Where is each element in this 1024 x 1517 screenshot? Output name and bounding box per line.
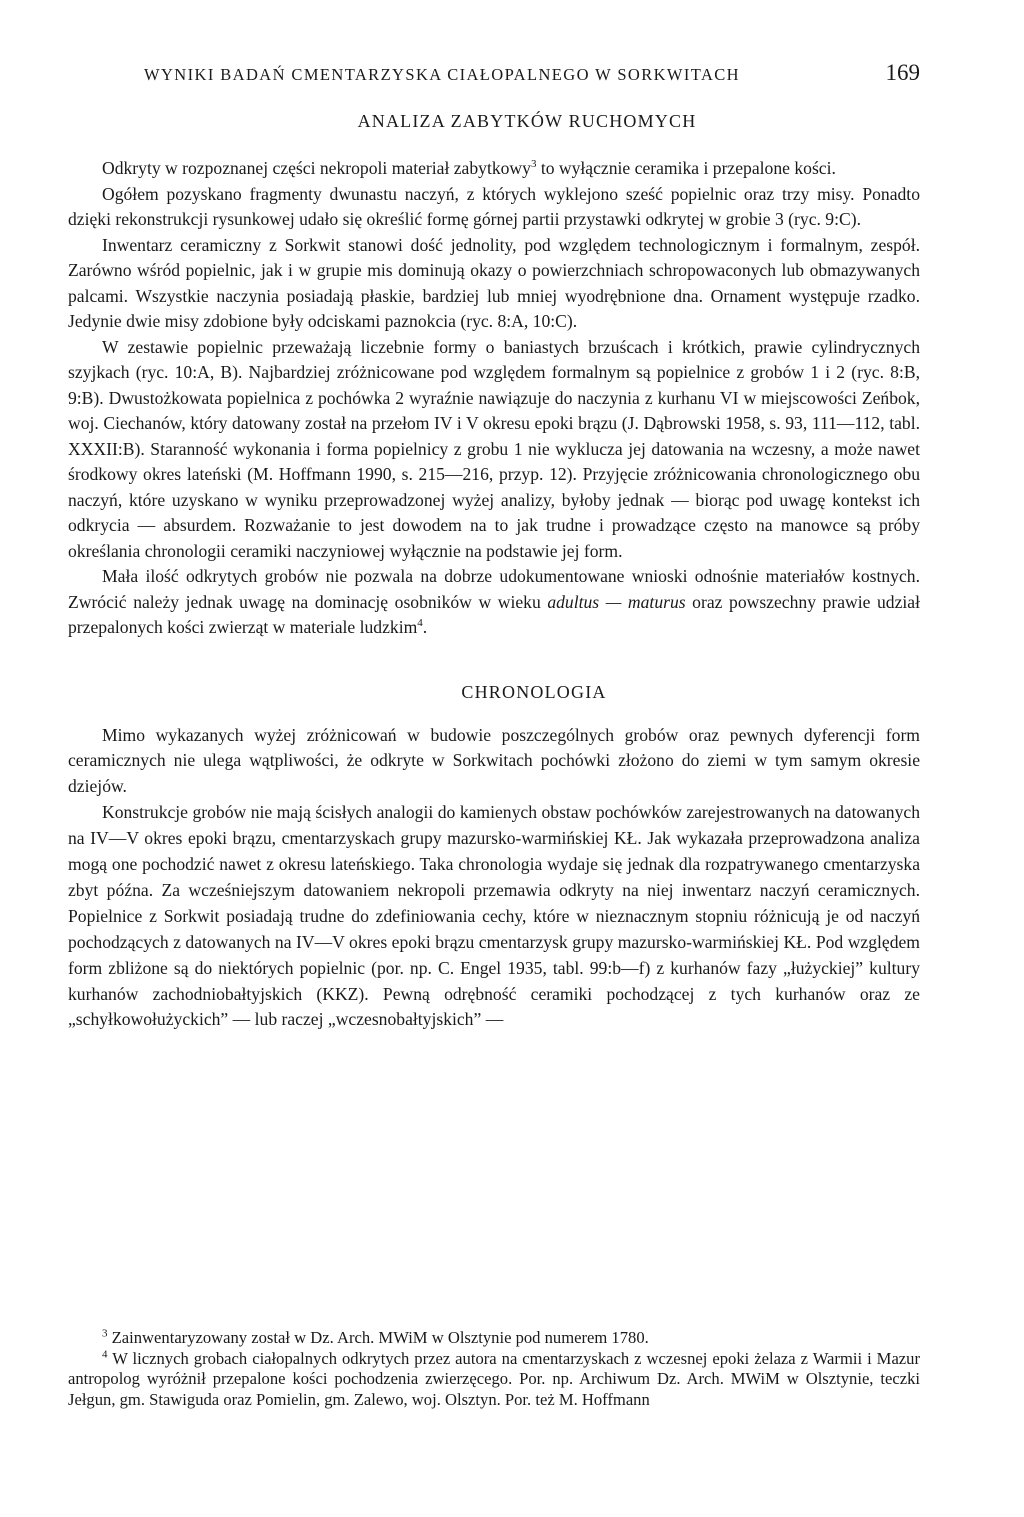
footnote-number: 3 <box>102 1327 108 1340</box>
footnote-ref-3: 3 <box>530 158 537 171</box>
analiza-section <box>68 156 920 641</box>
chronologia-section <box>68 723 920 1034</box>
paragraph: Mimo wykazanych wyżej zróżnicowań w budowie poszczególnych grobów oraz pewnych dyferencji form ceramicznych nie ulega wątpliwości, że odkryte w Sorkwitach pochówki złożono do ziemi w tym samym okresie dziejów. <box>68 724 920 797</box>
body-text <box>68 106 920 1033</box>
footnote-number: 4 <box>102 1347 108 1360</box>
page-number: 169 <box>885 60 920 85</box>
paragraph-text: oraz powszechny prawie udział przepalonych kości zwierząt w materiale ludzkim <box>68 591 920 637</box>
section-heading-chronologia: CHRONOLOGIA <box>461 681 607 702</box>
running-title: WYNIKI BADAŃ CMENTARZYSKA CIAŁOPALNEGO W SORKWITACH <box>144 65 740 84</box>
footnote <box>68 1349 920 1411</box>
italic-term: adultus — maturus <box>547 591 686 612</box>
paragraph-text: Mała ilość odkrytych grobów nie pozwala na dobrze udokumentowane wnioski odnośnie materiałów kostnych. Zwrócić należy jednak uwagę na dominację osobników w wieku <box>68 566 920 612</box>
footnote-ref-4: 4 <box>417 617 423 630</box>
footnote-text: Zainwentaryzowany został w Dz. Arch. MWiM w Olsztynie pod numerem 1780. <box>107 1328 649 1347</box>
paragraph <box>68 156 920 182</box>
paragraph-text: to wyłącznie ceramika i przepalone kości. <box>536 158 836 178</box>
paragraph-text: Odkryty w rozpoznanej części nekropoli materiał zabytkowy <box>102 158 531 178</box>
footnotes <box>68 1328 920 1410</box>
running-head <box>144 60 920 90</box>
section-heading-analiza: ANALIZA ZABYTKÓW RUCHOMYCH <box>357 111 697 131</box>
paragraph: Konstrukcje grobów nie mają ścisłych analogii do kamienych obstaw pochówków zarejestrowanych na datowanych na IV—V okres epoki brązu, cmentarzyskach grupy mazursko-warmińskiej KŁ. Jak wykazała przeprowadzona analiza mogą one pochodzić nawet z okresu lateńskiego. Taka chronologia wydaje się jednak dla rozpatrywanego cmentarzyska zbyt późna. Za wcześniejszym datowaniem nekropoli przemawia odkryty na niej inwentarz naczyń ceramicznych. Popielnice z Sorkwit posiadają trudne do zdefiniowania cechy, które w nieznacznym stopniu różnicują je od naczyń pochodzących z datowanych na IV—V okres epoki brązu cmentarzysk grupy mazursko-warmińskiej KŁ. Pod względem form zbliżone są do niektórych popielnic (por. np. C. Engel 1935, tabl. 99:b—f) z kurhanów fazy „łużyckiej” kultury kurhanów zachodniobałtyjskich (KKZ). Pewną odrębność ceramiki pochodzącej z tych kurhanów oraz ze „schyłkowołużyckich” — lub raczej „wczesnobałtyjskich” — <box>68 802 920 1030</box>
paragraph: Inwentarz ceramiczny z Sorkwit stanowi dość jednolity, pod względem technologicznym i formalnym, zespół. Zarówno wśród popielnic, jak i w grupie mis dominują okazy o powierzchniach schropowaconych lub obmazywanych palcami. Wszystkie naczynia posiadają płaskie, bardziej lub mniej wyodrębnione dna. Ornament występuje rzadko. Jedynie dwie misy zdobione były odciskami paznokcia (ryc. 8:A, 10:C). <box>68 234 920 331</box>
paragraph <box>68 564 920 641</box>
paragraph: Ogółem pozyskano fragmenty dwunastu naczyń, z których wyklejono sześć popielnic oraz trzy misy. Ponadto dzięki rekonstrukcji rysunkowej udało się określić formę górnej partii przystawki odkrytej w grobie 3 (ryc. 9:C). <box>68 183 920 229</box>
paragraph-text: . <box>422 617 428 637</box>
paragraph: W zestawie popielnic przeważają liczebnie formy o baniastych brzuścach i krótkich, prawie cylindrycznych szyjkach (ryc. 10:A, B). Najbardziej zróżnicowane pod względem formalnym są popielnice z grobów 1 i 2 (ryc. 8:B, 9:B). Dwustożkowata popielnica z pochówka 2 wyraźnie nawiązuje do naczynia z kurhanu VI w miejscowości Zeńbok, woj. Ciechanów, który datowany został na przełom IV i V okresu epoki brązu (J. Dąbrowski 1958, s. 93, 111—112, tabl. XXXII:B). Staranność wykonania i forma popielnicy z grobu 1 nie wyklucza jej datowania na wczesny, a może nawet środkowy okres lateński (M. Hoffmann 1990, s. 215—216, przyp. 12). Przyjęcie zróżnicowania chronologicznego obu naczyń, które uzyskano w wyniku przeprowadzonej wyżej analizy, byłoby jednak — biorąc pod uwagę kontekst ich odkrycia — absurdem. Rozważanie to jest dowodem na to jak trudne i prowadzące często na manowce są próby określania chronologii ceramiki naczyniowej wyłącznie na podstawie jej form. <box>68 336 920 561</box>
footnote <box>68 1328 920 1349</box>
footnote-text: W licznych grobach ciałopalnych odkrytych przez autora na cmentarzyskach z wczesnej epoki żelaza z Warmii i Mazur antropolog wyróżnił przepalone kości pochodzenia zwierzęcego. Por. np. Archiwum Dz. Arch. MWiM w Olsztynie, teczki Jełgun, gm. Stawiguda oraz Pomielin, gm. Zalewo, woj. Olsztyn. Por. też M. Hoffmann <box>68 1348 920 1409</box>
